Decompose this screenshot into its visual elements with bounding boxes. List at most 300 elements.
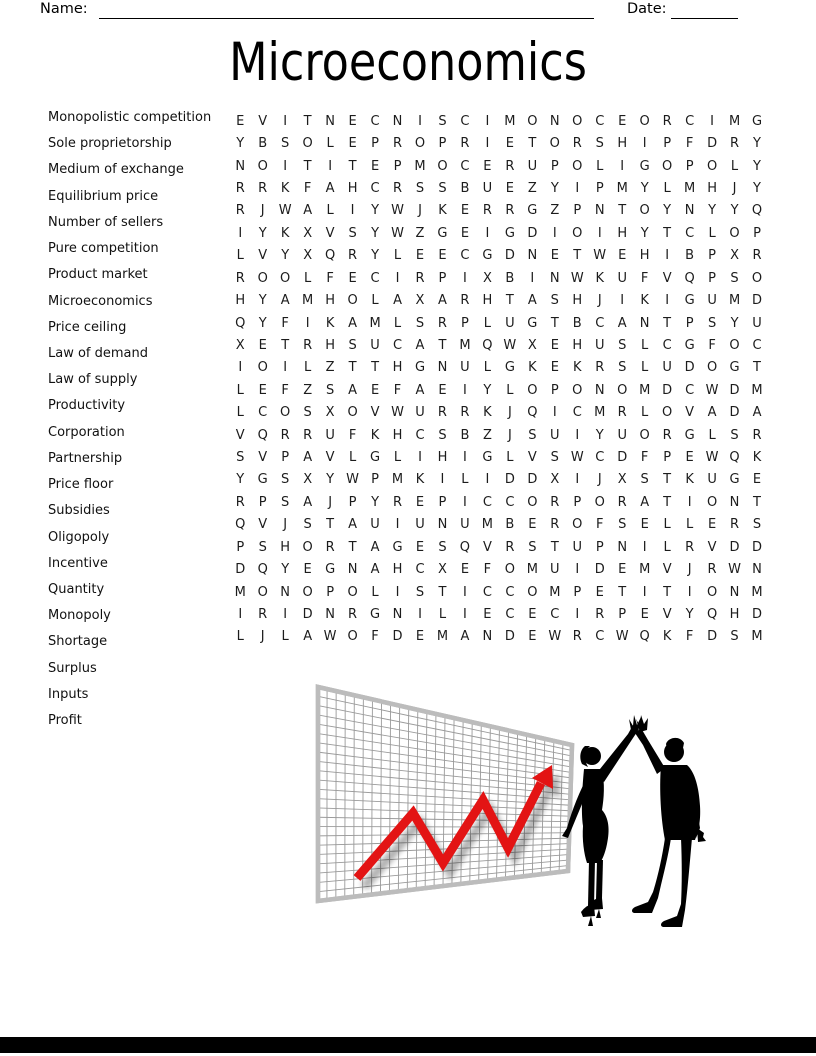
grid-letter: W bbox=[548, 629, 562, 645]
grid-letter: P bbox=[685, 158, 694, 174]
grid-letter: M bbox=[751, 382, 763, 398]
grid-letter: L bbox=[236, 382, 244, 398]
grid-letter: U bbox=[662, 360, 672, 376]
grid-letter: D bbox=[527, 472, 538, 488]
grid-letter: Y bbox=[236, 136, 245, 152]
grid-letter: O bbox=[347, 584, 358, 600]
grid-letter: Q bbox=[639, 629, 650, 645]
grid-letter: A bbox=[527, 293, 537, 309]
grid-letter: N bbox=[594, 203, 605, 219]
grid-letter: C bbox=[685, 382, 695, 398]
grid-letter: A bbox=[280, 293, 290, 309]
grid-letter: O bbox=[594, 494, 605, 510]
grid-letter: O bbox=[639, 113, 650, 129]
grid-letter: A bbox=[438, 293, 447, 309]
grid-letter: N bbox=[752, 562, 762, 578]
grid-letter: O bbox=[572, 517, 583, 533]
grid-letter: E bbox=[618, 113, 627, 129]
grid-letter: M bbox=[414, 158, 426, 174]
grid-letter: E bbox=[438, 248, 447, 264]
grid-letter: R bbox=[348, 248, 358, 264]
word-search-grid bbox=[229, 110, 768, 648]
grid-letter: Q bbox=[527, 405, 538, 421]
grid-letter: Q bbox=[459, 539, 471, 555]
grid-letter: V bbox=[258, 450, 268, 466]
grid-letter: X bbox=[303, 472, 313, 488]
grid-letter: D bbox=[729, 382, 740, 398]
grid-letter: C bbox=[370, 180, 380, 196]
grid-letter: I bbox=[418, 606, 422, 622]
grid-letter: M bbox=[436, 629, 449, 645]
grid-letter: J bbox=[597, 472, 602, 488]
grid-letter: Y bbox=[258, 293, 267, 309]
grid-letter: O bbox=[527, 382, 538, 398]
grid-letter: F bbox=[326, 270, 334, 286]
grid-letter: C bbox=[258, 405, 268, 421]
grid-letter: N bbox=[729, 584, 740, 600]
grid-letter: I bbox=[238, 225, 243, 241]
grid-letter: X bbox=[482, 270, 492, 286]
grid-letter: W bbox=[705, 450, 719, 466]
grid-letter: M bbox=[728, 113, 741, 129]
grid-letter: R bbox=[752, 248, 762, 264]
grid-letter: N bbox=[347, 562, 358, 578]
grid-letter: G bbox=[504, 225, 515, 241]
word-list-item: Sole proprietorship bbox=[48, 136, 172, 152]
grid-letter: P bbox=[258, 494, 267, 510]
grid-letter: R bbox=[617, 494, 627, 510]
grid-letter: L bbox=[483, 315, 492, 331]
grid-letter: H bbox=[617, 136, 628, 152]
grid-letter: K bbox=[438, 203, 447, 219]
grid-letter: V bbox=[258, 113, 268, 129]
grid-letter: H bbox=[325, 293, 335, 309]
grid-letter: T bbox=[505, 293, 514, 309]
grid-letter: A bbox=[707, 405, 717, 421]
grid-letter: S bbox=[528, 539, 537, 555]
grid-letter: S bbox=[236, 450, 245, 466]
grid-letter: I bbox=[597, 225, 602, 241]
grid-letter: E bbox=[348, 136, 357, 152]
grid-letter: K bbox=[528, 360, 537, 376]
grid-letter: A bbox=[348, 382, 358, 398]
grid-letter: U bbox=[460, 517, 470, 533]
grid-letter: L bbox=[641, 360, 649, 376]
grid-letter: O bbox=[706, 360, 718, 376]
grid-letter: E bbox=[258, 337, 267, 353]
grid-letter: C bbox=[685, 113, 695, 129]
grid-letter: M bbox=[481, 517, 493, 533]
grid-letter: D bbox=[504, 629, 515, 645]
grid-letter: K bbox=[595, 270, 604, 286]
word-list-item: Product market bbox=[48, 267, 148, 283]
grid-letter: B bbox=[572, 315, 582, 331]
grid-letter: M bbox=[234, 584, 246, 600]
grid-letter: U bbox=[527, 158, 538, 174]
grid-letter: I bbox=[710, 113, 714, 129]
grid-letter: H bbox=[392, 562, 403, 578]
grid-letter: O bbox=[572, 158, 583, 174]
grid-letter: J bbox=[732, 180, 737, 196]
grid-letter: N bbox=[437, 360, 448, 376]
grid-letter: N bbox=[729, 494, 740, 510]
grid-letter: T bbox=[618, 584, 627, 600]
grid-letter: S bbox=[550, 450, 559, 466]
grid-letter: Y bbox=[640, 180, 649, 196]
grid-letter: R bbox=[392, 494, 403, 510]
grid-letter: S bbox=[438, 427, 447, 443]
word-list-item: Price ceiling bbox=[48, 319, 127, 335]
name-label: Name: bbox=[40, 1, 88, 17]
grid-letter: C bbox=[460, 113, 470, 129]
grid-letter: V bbox=[235, 427, 245, 443]
grid-letter: S bbox=[618, 337, 627, 353]
grid-letter: S bbox=[415, 584, 425, 600]
grid-letter: A bbox=[415, 337, 425, 353]
grid-letter: H bbox=[572, 337, 583, 353]
grid-letter: S bbox=[438, 180, 447, 196]
grid-letter: R bbox=[572, 629, 582, 645]
grid-letter: H bbox=[617, 225, 628, 241]
grid-letter: H bbox=[325, 337, 335, 353]
grid-letter: M bbox=[302, 293, 314, 309]
grid-letter: F bbox=[595, 517, 604, 533]
grid-letter: L bbox=[393, 315, 402, 331]
grid-letter: X bbox=[303, 248, 313, 264]
grid-letter: Z bbox=[415, 225, 425, 241]
grid-letter: S bbox=[730, 427, 739, 443]
grid-letter: E bbox=[618, 248, 627, 264]
word-list-item: Monopoly bbox=[48, 608, 111, 624]
grid-letter: E bbox=[460, 203, 470, 219]
grid-letter: Y bbox=[595, 427, 604, 443]
grid-letter: I bbox=[463, 450, 467, 466]
grid-letter: X bbox=[730, 248, 739, 264]
grid-letter: W bbox=[503, 337, 517, 353]
grid-letter: T bbox=[753, 494, 761, 510]
grid-letter: R bbox=[303, 337, 313, 353]
grid-letter: S bbox=[550, 293, 559, 309]
grid-letter: R bbox=[415, 270, 425, 286]
grid-letter: A bbox=[303, 203, 313, 219]
date-fill-line bbox=[671, 3, 738, 19]
grid-letter: I bbox=[552, 225, 557, 241]
grid-letter: V bbox=[662, 562, 672, 578]
grid-letter: O bbox=[639, 203, 650, 219]
grid-letter: C bbox=[505, 494, 515, 510]
grid-letter: I bbox=[463, 382, 467, 398]
grid-letter: I bbox=[463, 270, 467, 286]
grid-letter: O bbox=[729, 337, 740, 353]
grid-letter: F bbox=[281, 315, 289, 331]
grid-letter: X bbox=[438, 562, 447, 578]
grid-letter: E bbox=[528, 629, 537, 645]
grid-letter: V bbox=[370, 405, 380, 421]
grid-letter: C bbox=[662, 337, 672, 353]
grid-letter: N bbox=[392, 606, 403, 622]
grid-letter: C bbox=[505, 606, 515, 622]
grid-letter: C bbox=[685, 225, 695, 241]
grid-letter: V bbox=[662, 270, 672, 286]
word-list-item: Law of demand bbox=[48, 345, 149, 361]
word-list-item: Partnership bbox=[48, 450, 123, 466]
grid-letter: D bbox=[707, 629, 718, 645]
grid-letter: E bbox=[505, 136, 514, 152]
word-list-item: Subsidies bbox=[48, 503, 110, 519]
grid-letter: R bbox=[550, 494, 560, 510]
grid-letter: E bbox=[258, 382, 267, 398]
grid-letter: P bbox=[326, 584, 335, 600]
grid-letter: T bbox=[618, 203, 627, 219]
grid-letter: X bbox=[325, 405, 335, 421]
grid-letter: R bbox=[572, 136, 582, 152]
grid-letter: W bbox=[391, 405, 404, 421]
grid-letter: I bbox=[575, 606, 580, 622]
grid-letter: U bbox=[460, 360, 470, 376]
grid-letter: R bbox=[280, 427, 290, 443]
word-list-item: Law of supply bbox=[48, 372, 138, 388]
grid-letter: E bbox=[370, 158, 380, 174]
grid-letter: Z bbox=[303, 382, 313, 398]
grid-letter: G bbox=[684, 293, 695, 309]
grid-letter: B bbox=[685, 248, 695, 264]
grid-letter: M bbox=[526, 562, 538, 578]
grid-letter: E bbox=[460, 225, 470, 241]
grid-letter: Y bbox=[281, 562, 290, 578]
grid-letter: U bbox=[370, 517, 380, 533]
grid-letter: R bbox=[730, 136, 740, 152]
grid-letter: T bbox=[348, 360, 357, 376]
grid-letter: O bbox=[257, 270, 268, 286]
grid-letter: T bbox=[348, 539, 357, 555]
grid-letter: F bbox=[303, 180, 312, 196]
grid-letter: R bbox=[392, 180, 403, 196]
grid-letter: R bbox=[617, 405, 627, 421]
grid-letter: P bbox=[438, 136, 447, 152]
grid-letter: S bbox=[348, 337, 357, 353]
word-list-item: Productivity bbox=[48, 398, 126, 414]
word-list-item: Incentive bbox=[48, 555, 108, 571]
grid-letter: O bbox=[302, 584, 313, 600]
grid-letter: O bbox=[662, 158, 673, 174]
rising-chart-illustration bbox=[300, 670, 720, 940]
grid-letter: R bbox=[235, 270, 245, 286]
grid-letter: I bbox=[687, 584, 692, 600]
grid-letter: G bbox=[639, 158, 650, 174]
grid-letter: E bbox=[640, 606, 649, 622]
grid-letter: O bbox=[414, 136, 426, 152]
grid-letter: E bbox=[550, 248, 559, 264]
grid-letter: V bbox=[685, 405, 695, 421]
grid-letter: G bbox=[370, 450, 381, 466]
grid-letter: S bbox=[528, 427, 537, 443]
grid-letter: F bbox=[685, 136, 694, 152]
grid-letter: L bbox=[596, 158, 604, 174]
grid-letter: L bbox=[708, 225, 716, 241]
grid-letter: L bbox=[281, 629, 289, 645]
grid-letter: N bbox=[392, 113, 403, 129]
grid-letter: S bbox=[415, 180, 425, 196]
grid-letter: H bbox=[639, 248, 650, 264]
grid-letter: R bbox=[752, 427, 762, 443]
grid-letter: I bbox=[283, 158, 288, 174]
grid-letter: S bbox=[618, 360, 627, 376]
grid-letter: Y bbox=[371, 248, 380, 264]
grid-letter: G bbox=[527, 203, 538, 219]
grid-letter: E bbox=[483, 606, 492, 622]
grid-letter: O bbox=[302, 136, 313, 152]
grid-letter: X bbox=[235, 337, 245, 353]
grid-letter: O bbox=[706, 584, 718, 600]
grid-letter: S bbox=[348, 225, 357, 241]
grid-letter: R bbox=[505, 158, 515, 174]
grid-letter: G bbox=[370, 606, 381, 622]
grid-letter: C bbox=[415, 427, 425, 443]
grid-letter: T bbox=[663, 494, 672, 510]
grid-letter: L bbox=[663, 539, 671, 555]
grid-letter: N bbox=[325, 113, 335, 129]
word-list bbox=[48, 105, 211, 734]
grid-letter: E bbox=[370, 382, 380, 398]
grid-letter: H bbox=[235, 293, 246, 309]
grid-letter: G bbox=[729, 472, 740, 488]
grid-letter: B bbox=[460, 427, 470, 443]
grid-letter: R bbox=[325, 539, 335, 555]
grid-letter: D bbox=[662, 382, 673, 398]
grid-letter: T bbox=[326, 517, 335, 533]
grid-letter: M bbox=[639, 382, 651, 398]
grid-letter: I bbox=[575, 472, 580, 488]
word-list-item: Oligopoly bbox=[48, 529, 110, 545]
grid-letter: C bbox=[595, 629, 605, 645]
grid-letter: P bbox=[708, 270, 716, 286]
grid-letter: T bbox=[550, 539, 559, 555]
grid-letter: Y bbox=[708, 203, 717, 219]
grid-letter: K bbox=[415, 472, 425, 488]
grid-letter: C bbox=[482, 584, 492, 600]
grid-letter: C bbox=[392, 337, 403, 353]
grid-letter: D bbox=[302, 606, 313, 622]
grid-letter: T bbox=[753, 360, 761, 376]
grid-letter: B bbox=[258, 136, 268, 152]
grid-letter: I bbox=[642, 539, 647, 555]
grid-letter: G bbox=[751, 113, 763, 129]
grid-letter: R bbox=[303, 427, 313, 443]
grid-letter: V bbox=[258, 248, 268, 264]
grid-letter: E bbox=[528, 606, 537, 622]
grid-letter: Q bbox=[235, 517, 246, 533]
grid-letter: I bbox=[485, 113, 490, 129]
grid-letter: I bbox=[283, 606, 288, 622]
grid-letter: P bbox=[461, 315, 469, 331]
grid-letter: S bbox=[281, 472, 290, 488]
grid-letter: G bbox=[684, 337, 695, 353]
grid-letter: R bbox=[595, 360, 605, 376]
grid-letter: P bbox=[438, 270, 447, 286]
grid-letter: L bbox=[393, 450, 402, 466]
grid-letter: P bbox=[663, 450, 672, 466]
grid-letter: S bbox=[730, 629, 739, 645]
grid-letter: P bbox=[393, 158, 402, 174]
grid-letter: D bbox=[504, 472, 515, 488]
grid-letter: E bbox=[236, 113, 245, 129]
grid-letter: W bbox=[705, 382, 719, 398]
grid-letter: H bbox=[392, 427, 403, 443]
grid-letter: S bbox=[281, 494, 290, 510]
grid-letter: M bbox=[751, 584, 763, 600]
grid-letter: V bbox=[325, 225, 335, 241]
grid-letter: I bbox=[463, 606, 467, 622]
grid-letter: O bbox=[257, 360, 268, 376]
grid-letter: D bbox=[752, 539, 763, 555]
grid-letter: T bbox=[438, 337, 447, 353]
grid-letter: C bbox=[460, 158, 470, 174]
grid-letter: H bbox=[707, 180, 717, 196]
grid-letter: R bbox=[437, 405, 447, 421]
grid-letter: A bbox=[617, 315, 627, 331]
grid-letter: O bbox=[729, 225, 740, 241]
grid-letter: K bbox=[483, 405, 492, 421]
grid-letter: T bbox=[348, 158, 357, 174]
grid-letter: E bbox=[460, 562, 470, 578]
grid-letter: I bbox=[642, 584, 647, 600]
grid-letter: S bbox=[438, 113, 447, 129]
grid-letter: S bbox=[303, 405, 312, 421]
grid-letter: H bbox=[572, 293, 583, 309]
grid-letter: Z bbox=[527, 180, 537, 196]
grid-letter: D bbox=[504, 248, 515, 264]
grid-letter: N bbox=[325, 606, 335, 622]
grid-letter: P bbox=[236, 539, 245, 555]
grid-letter: R bbox=[235, 180, 245, 196]
grid-letter: K bbox=[573, 360, 582, 376]
grid-letter: Z bbox=[550, 203, 560, 219]
grid-letter: L bbox=[663, 517, 671, 533]
grid-letter: V bbox=[707, 539, 717, 555]
grid-letter: W bbox=[278, 203, 292, 219]
grid-letter: I bbox=[665, 248, 670, 264]
grid-letter: E bbox=[550, 337, 559, 353]
grid-letter: T bbox=[303, 158, 312, 174]
grid-letter: S bbox=[730, 270, 739, 286]
grid-letter: Y bbox=[730, 315, 739, 331]
grid-letter: Z bbox=[325, 360, 335, 376]
grid-letter: C bbox=[752, 337, 762, 353]
grid-letter: E bbox=[415, 248, 425, 264]
grid-letter: O bbox=[549, 136, 560, 152]
grid-letter: H bbox=[729, 606, 740, 622]
grid-letter: W bbox=[728, 562, 741, 578]
grid-letter: X bbox=[550, 472, 560, 488]
grid-letter: K bbox=[662, 629, 672, 645]
grid-letter: L bbox=[730, 158, 739, 174]
grid-letter: L bbox=[461, 472, 469, 488]
grid-letter: A bbox=[303, 450, 313, 466]
grid-letter: I bbox=[463, 584, 467, 600]
grid-letter: I bbox=[305, 315, 310, 331]
grid-letter: E bbox=[752, 472, 762, 488]
grid-letter: I bbox=[350, 203, 355, 219]
grid-letter: T bbox=[663, 225, 672, 241]
grid-letter: L bbox=[708, 427, 716, 443]
grid-letter: O bbox=[527, 113, 538, 129]
grid-letter: O bbox=[706, 494, 718, 510]
grid-letter: W bbox=[391, 225, 404, 241]
grid-letter: I bbox=[395, 517, 400, 533]
grid-letter: Y bbox=[483, 382, 492, 398]
grid-letter: J bbox=[507, 427, 512, 443]
grid-letter: C bbox=[370, 113, 380, 129]
